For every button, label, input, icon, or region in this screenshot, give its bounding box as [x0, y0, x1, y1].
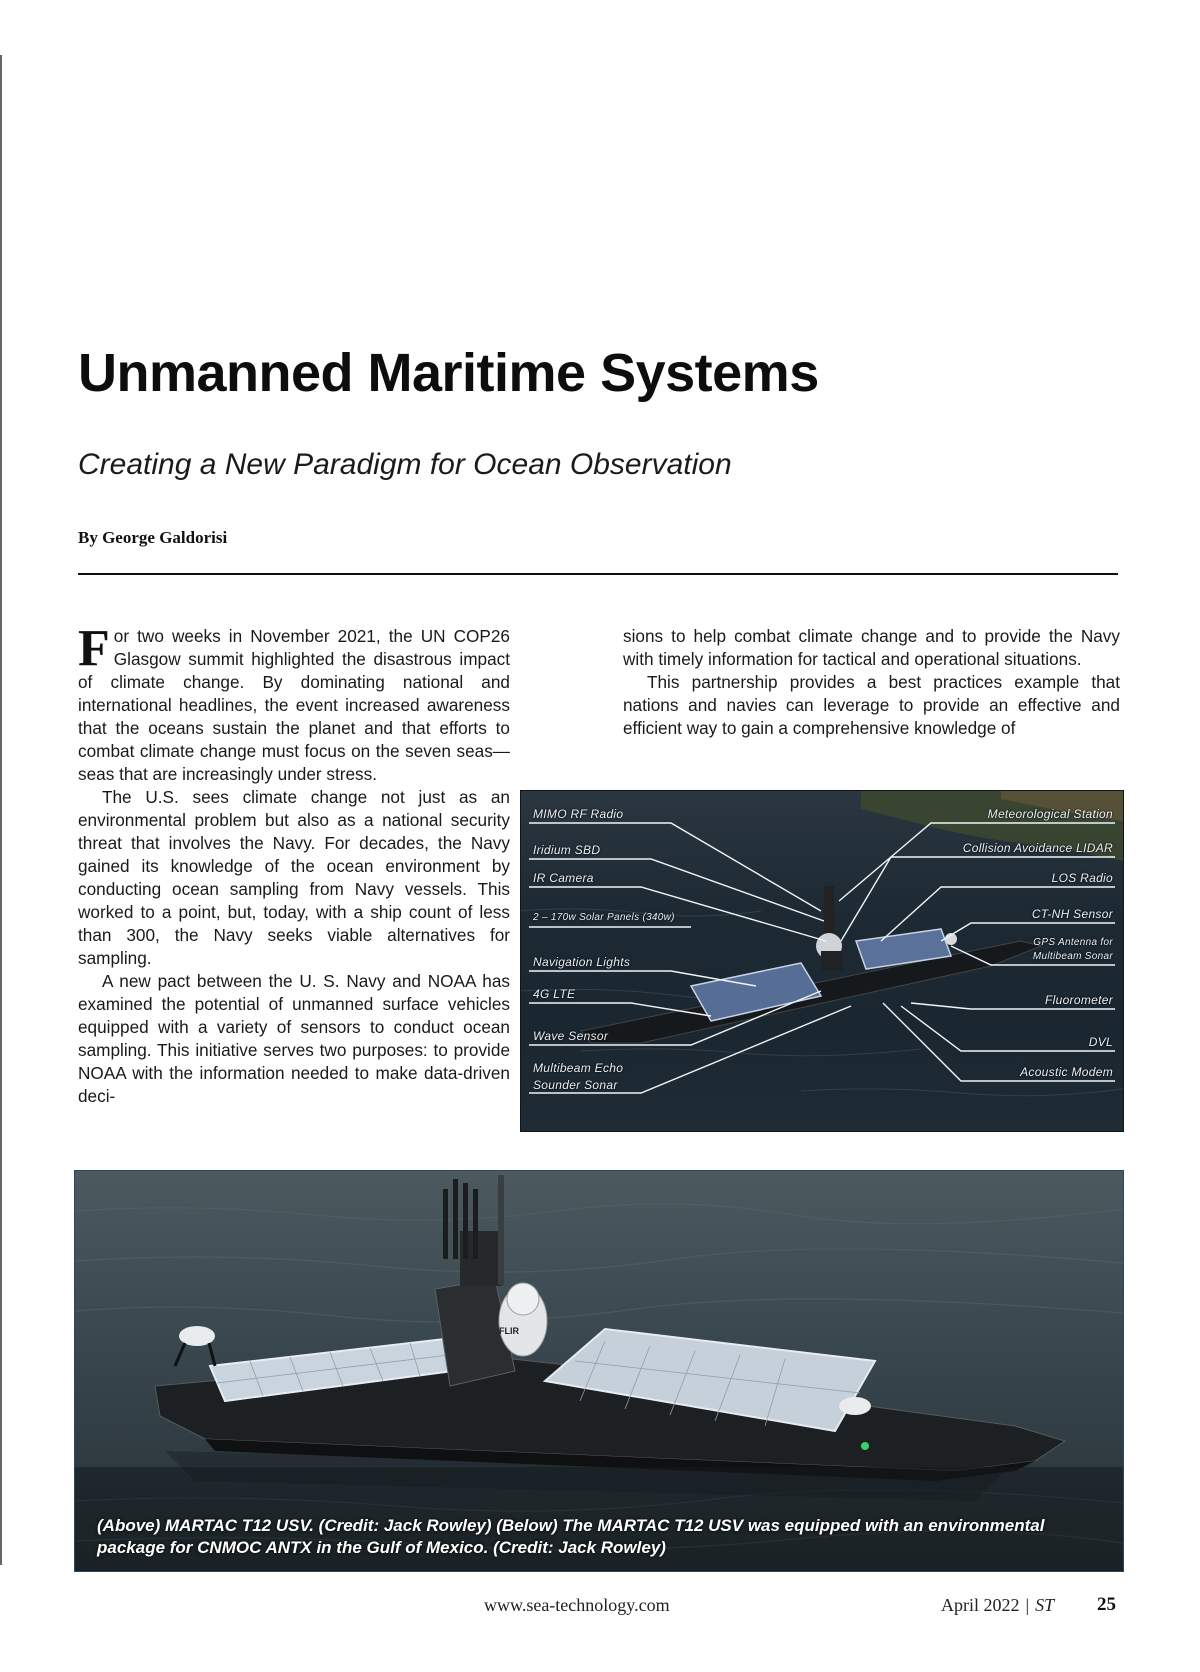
- diagram-label-wave-sensor: Wave Sensor: [533, 1029, 609, 1043]
- footer-publication: ST: [1035, 1595, 1055, 1615]
- footer-date: April 2022: [941, 1595, 1020, 1615]
- diagram-label-los-radio: LOS Radio: [1051, 871, 1113, 885]
- footer-issue: [941, 1595, 1054, 1616]
- paragraph-3: A new pact between the U. S. Navy and NOAA has examined the potential of unmanned surface vehicles equipped with a variety of sensors to conduct ocean sampling. This initiative serves two purposes: to provide NOAA with the information needed to make data-driven deci-: [78, 971, 510, 1106]
- diagram-label-sounder-sonar: Sounder Sonar: [533, 1078, 618, 1092]
- paragraph-1: [78, 620, 510, 786]
- drop-cap: F: [78, 620, 110, 677]
- article-subtitle: Creating a New Paradigm for Ocean Observation: [78, 448, 732, 481]
- page-number: 25: [1097, 1594, 1116, 1615]
- page-edge-rule: [0, 55, 2, 1565]
- diagram-label-fluorometer: Fluorometer: [1045, 993, 1113, 1007]
- right-column: [623, 625, 1120, 740]
- paragraph-1-text: or two weeks in November 2021, the UN COP26 Glasgow summit highlighted the disastrous impact of climate change. By dominating national and international headlines, the event increased awareness that the oceans sustain the planet and that efforts to combat climate change must focus on the seven seas—seas that are increasingly under stress.: [78, 626, 510, 784]
- paragraph-2: The U.S. sees climate change not just as an environmental problem but also as a national security threat that involves the Navy. For decades, the Navy gained its knowledge of the ocean environment by conducting ocean sampling from Navy vessels. This worked to a point, but, today, with a ship count of less than 300, the Navy seeks viable alternatives for sampling.: [78, 787, 510, 968]
- diagram-label-dvl: DVL: [1088, 1035, 1113, 1049]
- diagram-label-gps-antenna: GPS Antenna for: [1033, 937, 1113, 948]
- diagram-label-4g-lte: 4G LTE: [533, 987, 576, 1001]
- footer-separator: |: [1025, 1595, 1030, 1615]
- usv-sensor-diagram: [520, 790, 1124, 1132]
- diagram-label-multibeam-echo: Multibeam Echo: [533, 1061, 624, 1075]
- byline: By George Galdorisi: [78, 528, 228, 547]
- diagram-label-multibeam-sonar: Multibeam Sonar: [1032, 951, 1113, 962]
- diagram-label-mimo-rf-radio: MIMO RF Radio: [533, 807, 624, 821]
- footer-url[interactable]: www.sea-technology.com: [484, 1595, 670, 1615]
- paragraph-5: This partnership provides a best practices example that nations and navies can leverage to provide an effective and efficient way to gain a comprehensive knowledge of: [623, 672, 1120, 738]
- diagram-label-collision-avoidance-lidar: Collision Avoidance LIDAR: [962, 841, 1113, 855]
- diagram-label-acoustic-modem: Acoustic Modem: [1020, 1065, 1113, 1079]
- diagram-label-meteorological-station: Meteorological Station: [987, 807, 1113, 821]
- header-divider: [78, 573, 1118, 575]
- diagram-label-navigation-lights: Navigation Lights: [533, 955, 631, 969]
- left-column: [78, 620, 510, 1108]
- diagram-label-iridium-sbd: Iridium SBD: [533, 843, 601, 857]
- diagram-label-ir-camera: IR Camera: [533, 871, 594, 885]
- flir-marking: FLIR: [499, 1326, 519, 1336]
- paragraph-4: sions to help combat climate change and to provide the Navy with timely information for tactical and operational situations.: [623, 626, 1120, 669]
- diagram-label-ct-nh-sensor: CT-NH Sensor: [1031, 907, 1113, 921]
- article-title: Unmanned Maritime Systems: [78, 343, 819, 403]
- diagram-label-solar-panels: 2 – 170w Solar Panels (340w): [533, 912, 675, 923]
- usv-photo: [74, 1170, 1124, 1572]
- photo-caption: (Above) MARTAC T12 USV. (Credit: Jack Rowley) (Below) The MARTAC T12 USV was equipped with an environmental package for CNMOC ANTX in the Gulf of Mexico. (Credit: Jack Rowley): [97, 1516, 1045, 1557]
